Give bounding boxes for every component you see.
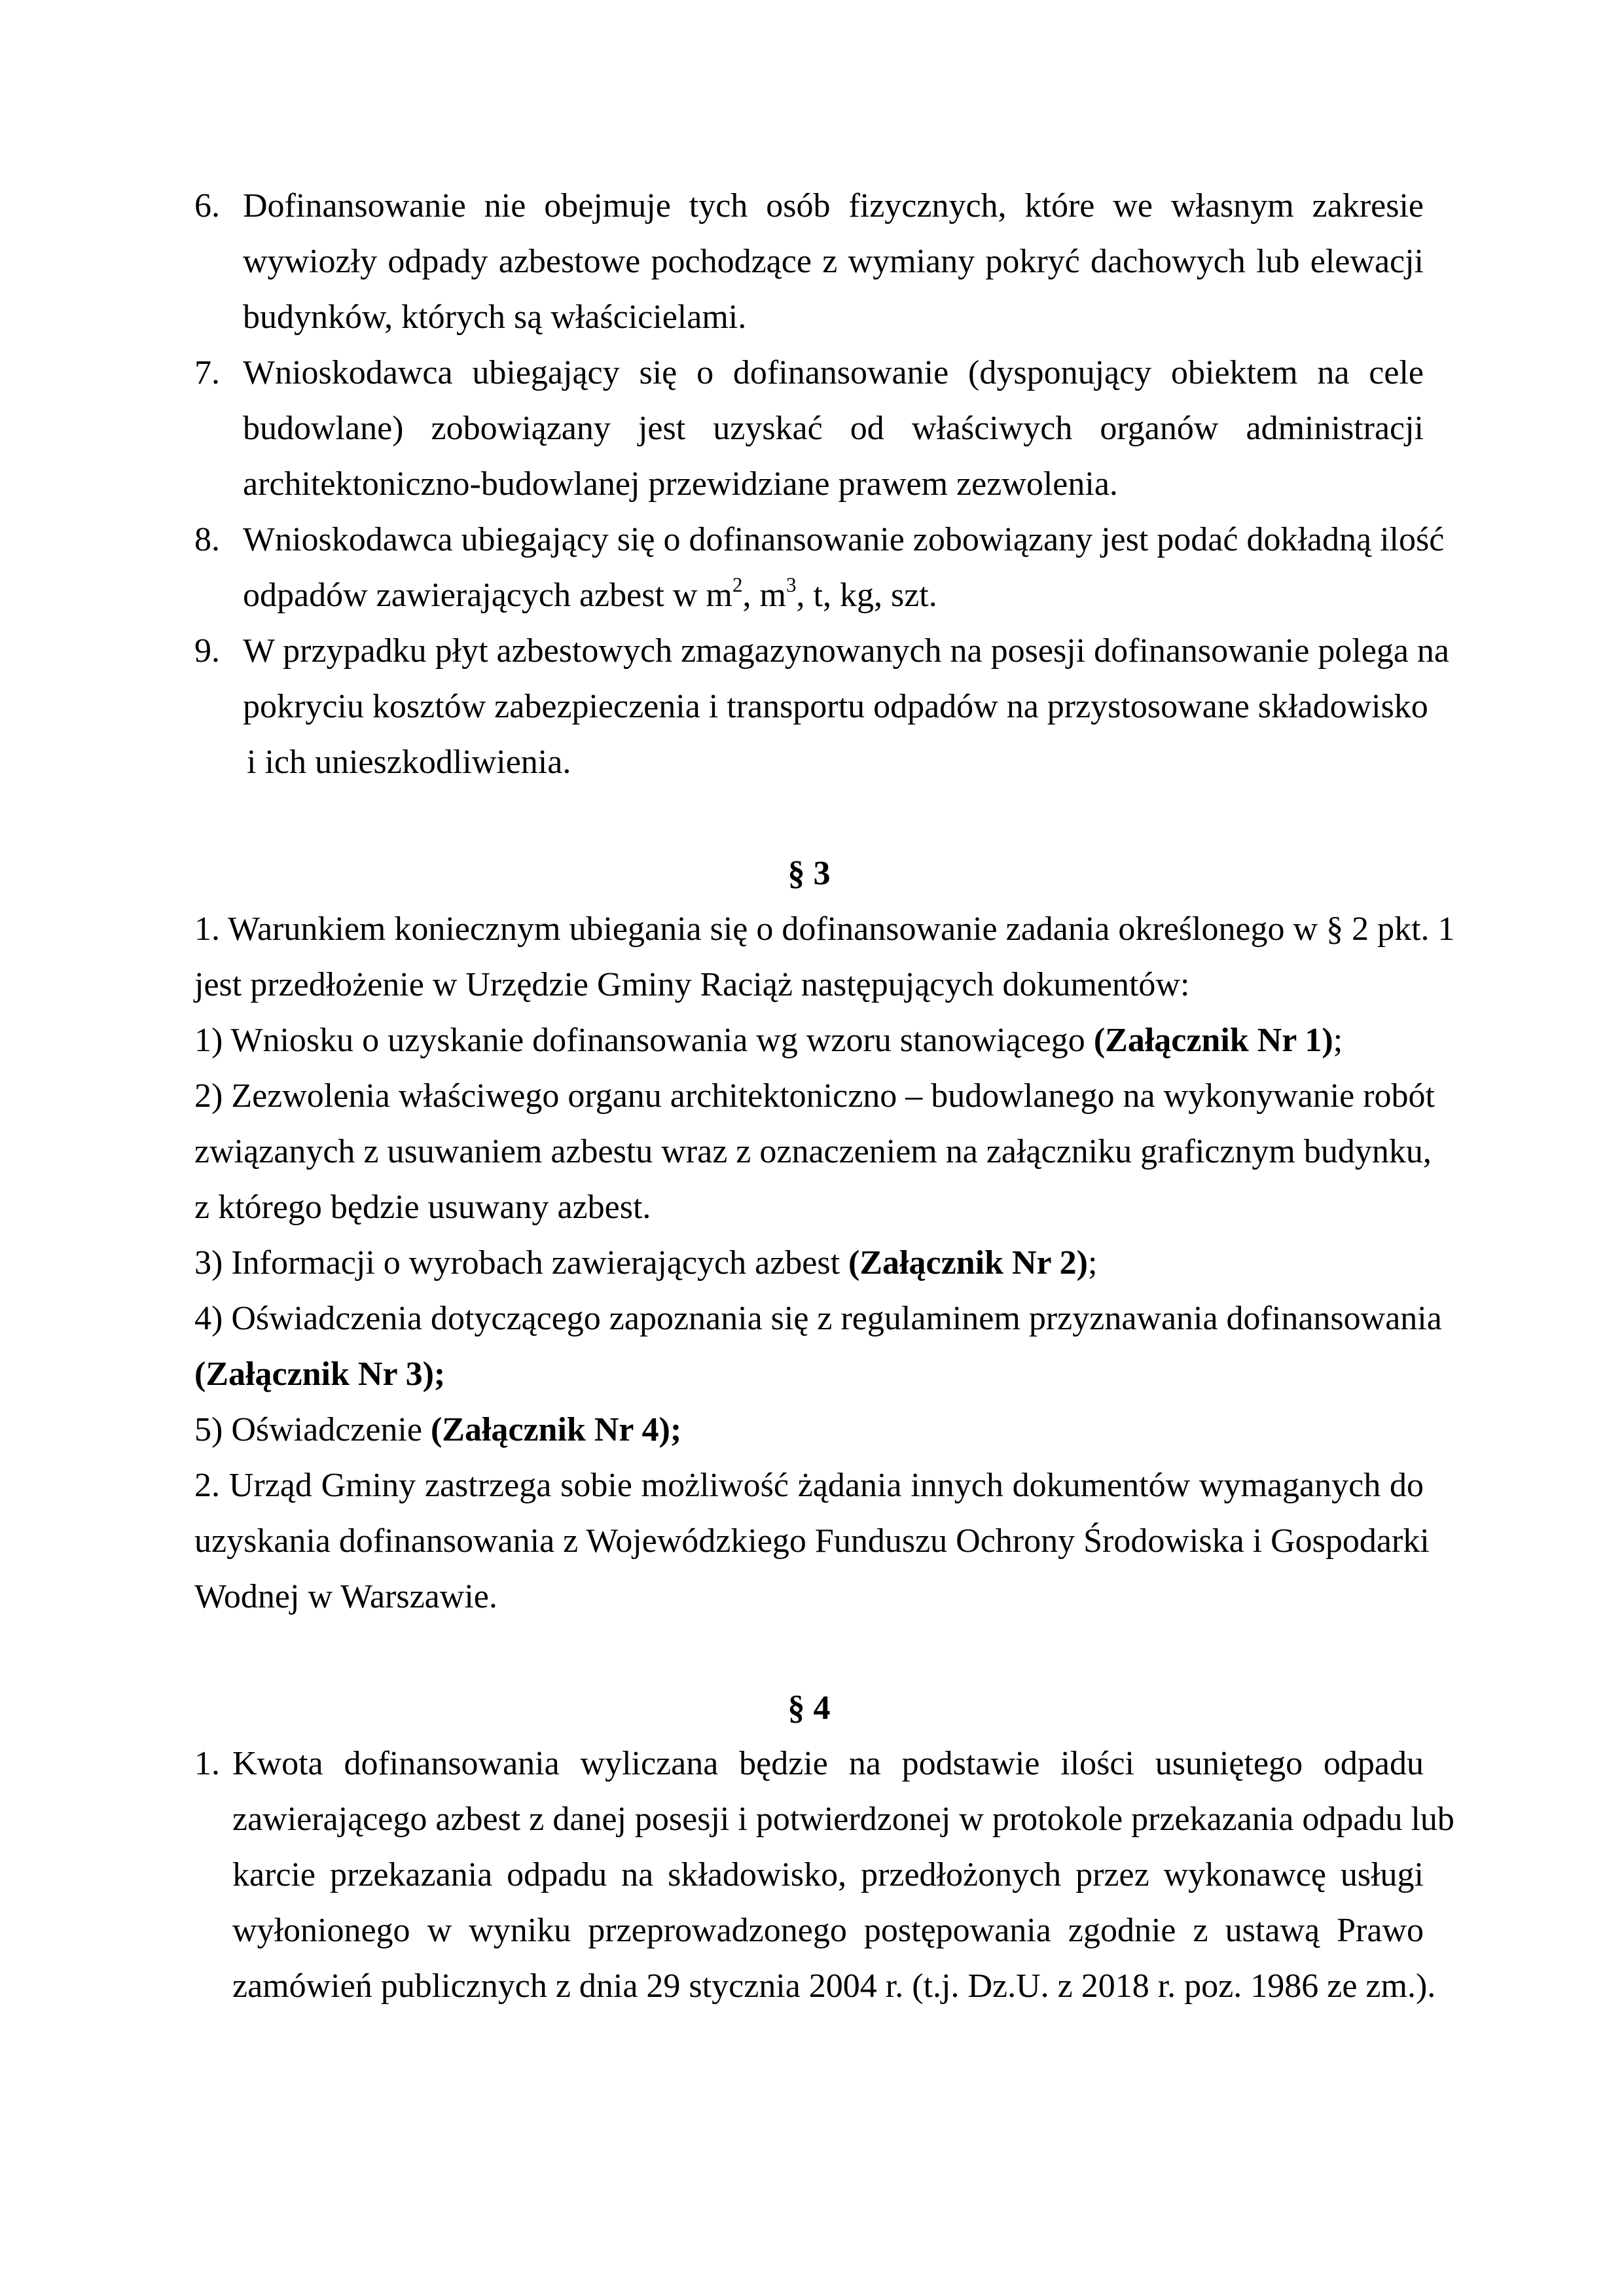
attachment-ref: (Załącznik Nr 3); [194,1355,446,1393]
item-line: W przypadku płyt azbestowych zmagazynowanych na posesji dofinansowanie polega na [243,632,1450,670]
paragraph-line: jest przedłożenie w Urzędzie Gminy Raciąż następujących dokumentów: [194,966,1190,1003]
item-line: architektoniczno-budowlanej przewidziane prawem zezwolenia. [243,465,1118,503]
paragraph-line: 2. Urząd Gminy zastrzega sobie możliwość żądania innych dokumentów wymaganych do [194,1467,1424,1504]
item-line: pokryciu kosztów zabezpieczenia i transportu odpadów na przystosowane składowisko [243,688,1428,725]
item-line: wywiozły odpady azbestowe pochodzące z wymiany pokryć dachowych lub elewacji [243,243,1424,280]
item-line: budynków, których są właścicielami. [243,298,747,336]
units-mid: , m [742,577,786,614]
item-line: Wnioskodawca ubiegający się o dofinansowanie (dysponujący obiektem na cele [243,354,1424,391]
section-4-heading: § 4 [787,1689,831,1727]
item-line: Dofinansowanie nie obejmuje tych osób fizycznych, które we własnym zakresie [243,187,1424,224]
list-item-1 [194,1736,1454,2014]
section-3-heading: § 3 [787,855,831,892]
item-number: 7. [194,354,220,391]
document-item-4-ref [194,1346,1424,1402]
document-item-3 [194,1235,1424,1291]
item-number: 6. [194,187,220,224]
units-line [243,567,1424,623]
item-number: 9. [194,632,220,670]
item-number: 1. [194,1745,220,1782]
list-item-7 [194,345,1424,512]
document-item-2-line: 2) Zezwolenia właściwego organu architektoniczno – budowlanego na wykonywanie robót [194,1077,1435,1115]
document-page [194,178,1455,2014]
item-number: 8. [194,521,220,558]
attachment-ref: (Załącznik Nr 2) [848,1244,1088,1282]
paragraph-line: Wodnej w Warszawie. [194,1578,497,1615]
list-item-8 [194,512,1445,623]
section-2-list [194,178,1450,790]
document-item-tail: ; [1087,1244,1098,1282]
units-suffix: , t, kg, szt. [796,577,937,614]
item-line: zamówień publicznych z dnia 29 stycznia 2004 r. (t.j. Dz.U. z 2018 r. poz. 1986 ze zm.). [232,1967,1436,2005]
units-prefix: odpadów zawierających azbest w m [243,577,732,614]
document-item-tail: ; [1333,1022,1343,1059]
item-line: budowlane) zobowiązany jest uzyskać od właściwych organów administracji [243,410,1424,447]
superscript-2: 2 [732,573,743,597]
document-item-text: 5) Oświadczenie [194,1411,431,1448]
item-line: zawierającego azbest z danej posesji i potwierdzonej w protokole przekazania odpadu lub [232,1801,1454,1838]
document-item-4: 4) Oświadczenia dotyczącego zapoznania się z regulaminem przyznawania dofinansowania [194,1300,1442,1337]
document-item-text: 1) Wniosku o uzyskanie dofinansowania wg wzoru stanowiącego [194,1022,1094,1059]
document-item-text: 3) Informacji o wyrobach zawierających azbest [194,1244,849,1282]
document-item-1 [194,1013,1424,1068]
superscript-3: 3 [785,573,797,597]
attachment-ref: (Załącznik Nr 1) [1093,1022,1333,1059]
section-3-body [194,901,1455,1624]
attachment-ref: (Załącznik Nr 4); [430,1411,682,1448]
item-line: karcie przekazania odpadu na składowisko, przedłożonych przez wykonawcę usługi [232,1856,1424,1893]
item-line: wyłonionego w wyniku przeprowadzonego postępowania zgodnie z ustawą Prawo [232,1912,1424,1949]
item-line: i ich unieszkodliwienia. [247,744,571,781]
paragraph-line: uzyskania dofinansowania z Wojewódzkiego Funduszu Ochrony Środowiska i Gospodarki [194,1522,1430,1560]
list-item-6 [194,178,1424,345]
spacer [194,790,1424,846]
section-4-list [194,1736,1454,2014]
item-line: Wnioskodawca ubiegający się o dofinansowanie zobowiązany jest podać dokładną ilość [243,521,1445,558]
document-item-5 [194,1402,1424,1458]
paragraph-line: 1. Warunkiem koniecznym ubiegania się o dofinansowanie zadania określonego w § 2 pkt. 1 [194,910,1455,948]
document-item-2-line: z którego będzie usuwany azbest. [194,1189,651,1226]
spacer [194,1624,1424,1680]
document-item-2-line: związanych z usuwaniem azbestu wraz z oznaczeniem na załączniku graficznym budynku, [194,1133,1432,1170]
item-line: Kwota dofinansowania wyliczana będzie na podstawie ilości usuniętego odpadu [232,1745,1424,1782]
list-item-9 [194,623,1450,790]
